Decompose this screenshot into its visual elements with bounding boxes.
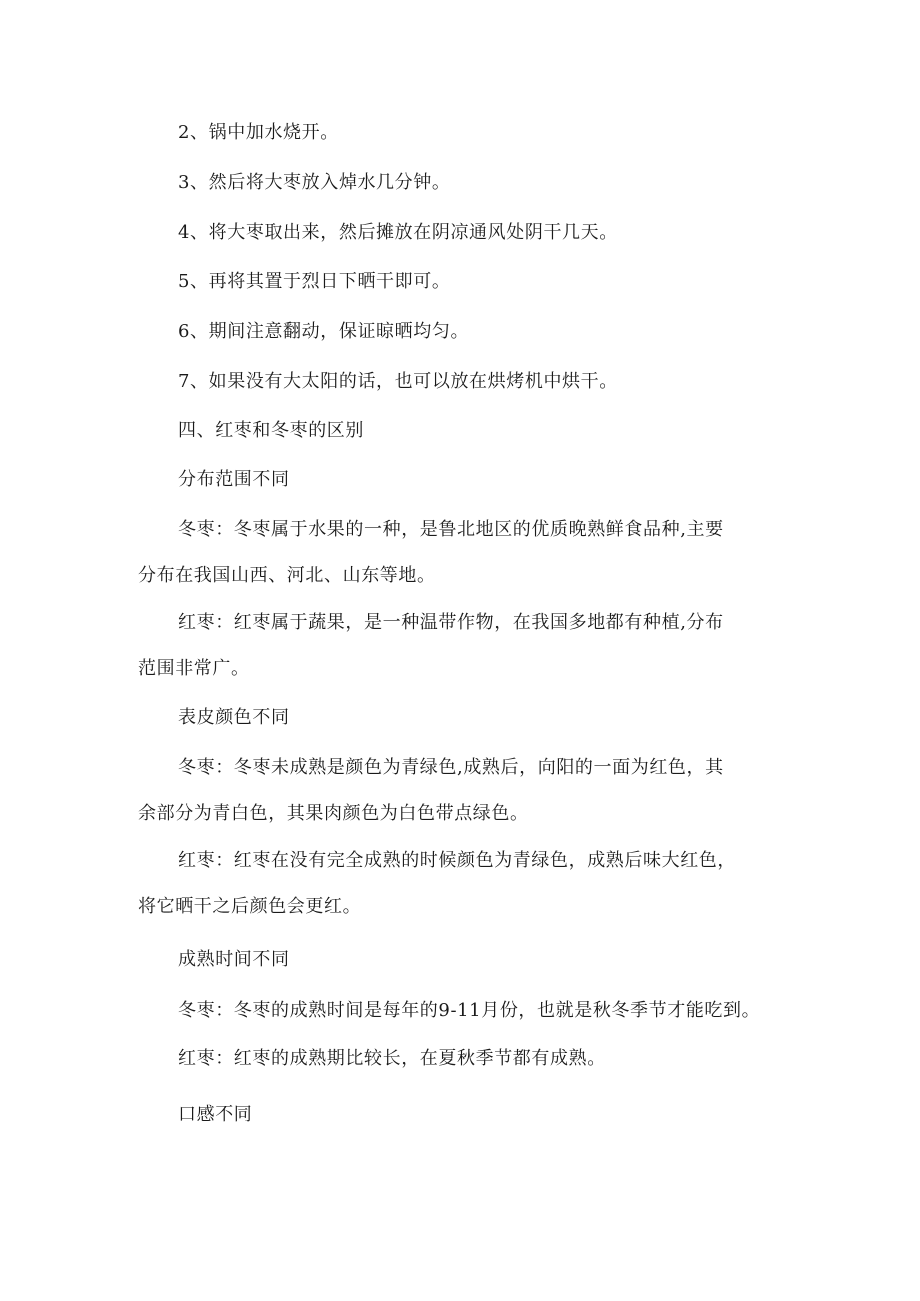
ripening-heading: 成熟时间不同 — [178, 949, 290, 970]
taste-heading: 口感不同 — [178, 1104, 253, 1125]
step-5: 5、再将其置于烈日下晒干即可。 — [178, 271, 451, 292]
ripening-hongzao: 红枣：红枣的成熟期比较长，在夏秋季节都有成熟。 — [178, 1048, 606, 1069]
step-3: 3、然后将大枣放入焯水几分钟。 — [178, 172, 451, 193]
skin-color-dongzao-line1: 冬枣：冬枣未成熟是颜色为青绿色,成熟后，向阳的一面为红色，其 — [178, 757, 724, 778]
step-6: 6、期间注意翻动，保证晾晒均匀。 — [178, 321, 470, 342]
distribution-dongzao-line1: 冬枣：冬枣属于水果的一种，是鲁北地区的优质晚熟鲜食品种,主要 — [178, 519, 724, 540]
step-7: 7、如果没有大太阳的话，也可以放在烘烤机中烘干。 — [178, 371, 618, 392]
distribution-heading: 分布范围不同 — [178, 469, 290, 490]
step-4: 4、将大枣取出来，然后摊放在阴凉通风处阴干几天。 — [178, 222, 618, 243]
skin-color-dongzao-line2: 余部分为青白色，其果肉颜色为白色带点绿色。 — [138, 803, 529, 824]
section-heading: 四、红枣和冬枣的区别 — [178, 420, 364, 441]
distribution-hongzao-line2: 范围非常广。 — [138, 658, 250, 679]
skin-color-hongzao-line1: 红枣：红枣在没有完全成熟的时候颜色为青绿色，成熟后味大红色， — [178, 850, 736, 871]
ripening-dongzao: 冬枣：冬枣的成熟时间是每年的9-11月份，也就是秋冬季节才能吃到。 — [178, 1000, 761, 1021]
distribution-dongzao-line2: 分布在我国山西、河北、山东等地。 — [138, 565, 436, 586]
skin-color-heading: 表皮颜色不同 — [178, 707, 290, 728]
skin-color-hongzao-line2: 将它晒干之后颜色会更红。 — [138, 896, 362, 917]
step-2: 2、锅中加水烧开。 — [178, 122, 339, 143]
distribution-hongzao-line1: 红枣：红枣属于蔬果，是一种温带作物，在我国多地都有种植,分布 — [178, 612, 724, 633]
